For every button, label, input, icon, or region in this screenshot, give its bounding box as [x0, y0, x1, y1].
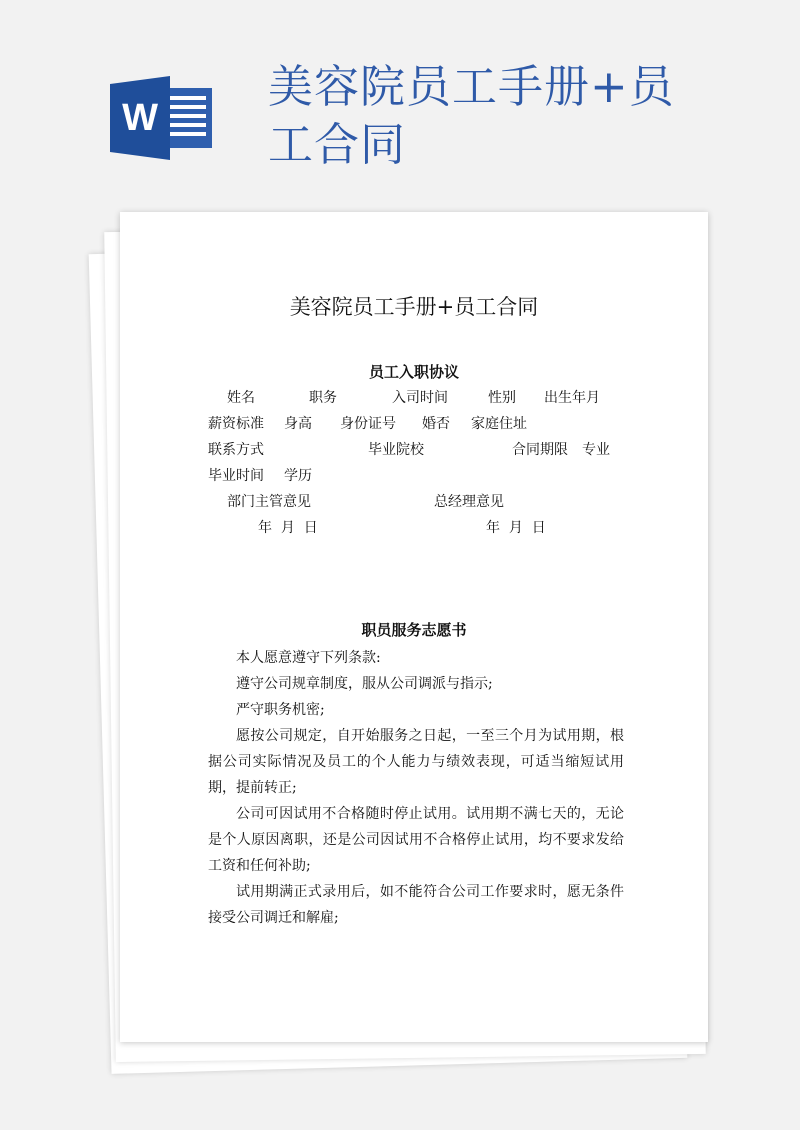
service-pledge-heading: 职员服务志愿书: [361, 621, 467, 639]
header-title: 美容院员工手册+员工合同: [268, 60, 675, 171]
field-label-position: 职务: [309, 390, 337, 406]
word-logo-letter: W: [122, 97, 158, 139]
field-label-major: 专业: [582, 442, 610, 458]
field-label-marital: 婚否: [422, 416, 450, 432]
field-label-join-date: 入司时间: [392, 390, 448, 406]
dept-manager-opinion-label: 部门主管意见: [227, 494, 311, 510]
field-label-salary: 薪资标准: [208, 416, 264, 432]
document-page: [120, 212, 708, 1042]
gm-opinion-label: 总经理意见: [434, 494, 504, 510]
pledge-paragraph: 严守职务机密;: [236, 702, 325, 718]
pledge-paragraph: 本人愿意遵守下列条款:: [236, 650, 381, 666]
field-label-name: 姓名: [227, 390, 255, 406]
entry-agreement-heading: 员工入职协议: [368, 363, 459, 381]
field-label-id-number: 身份证号: [340, 416, 396, 432]
field-label-education: 学历: [284, 468, 312, 484]
field-label-address: 家庭住址: [471, 416, 527, 432]
pledge-paragraph: 遵守公司规章制度，服从公司调派与指示;: [236, 676, 493, 692]
pledge-paragraph: 愿按公司规定，自开始服务之日起，一至三个月为试用期，根据公司实际情况及员工的个人能力与绩效表现，可适当缩短试用期，提前转正;: [208, 728, 624, 796]
pledge-paragraph: 公司可因试用不合格随时停止试用。试用期不满七天的，无论是个人原因离职，还是公司因试用不合格停止试用，均不要求发给工资和任何补助;: [208, 806, 624, 874]
date-line-right: 年 月 日: [486, 520, 546, 536]
word-document-icon: [110, 76, 214, 160]
field-label-birth-date: 出生年月: [544, 390, 600, 406]
field-label-height: 身高: [284, 416, 312, 432]
field-label-gender: 性别: [488, 390, 516, 406]
field-label-contact: 联系方式: [208, 442, 264, 458]
field-label-graduation: 毕业时间: [208, 468, 264, 484]
pledge-paragraph: 试用期满正式录用后，如不能符合公司工作要求时，愿无条件接受公司调迁和解雇;: [208, 884, 624, 926]
field-label-school: 毕业院校: [368, 442, 424, 458]
document-title: 美容院员工手册+员工合同: [289, 295, 539, 319]
date-line-left: 年 月 日: [258, 520, 318, 536]
field-label-contract-term: 合同期限: [512, 442, 568, 458]
